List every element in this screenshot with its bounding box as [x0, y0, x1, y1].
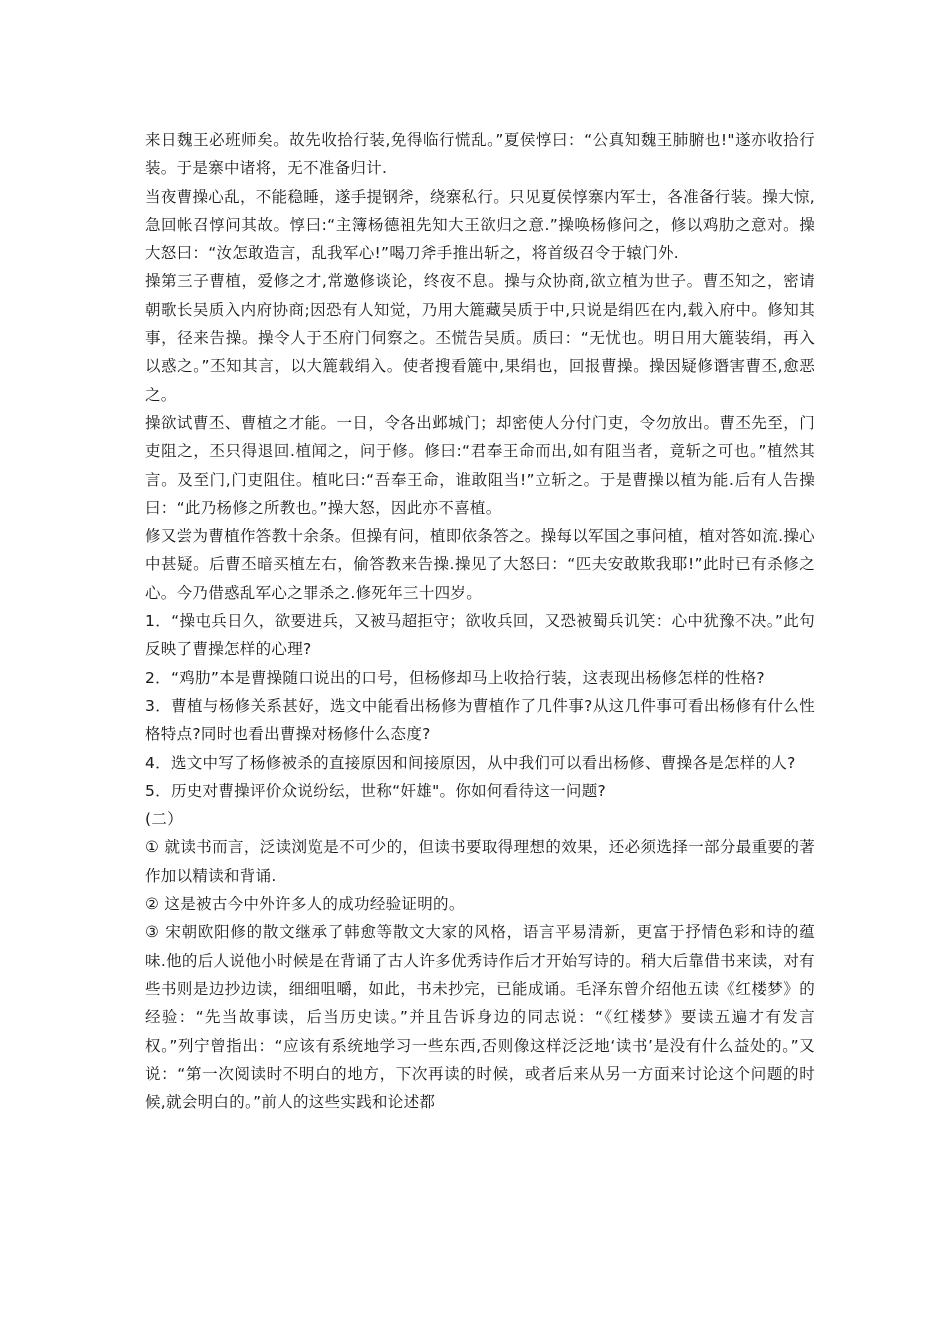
question-4: 4．选文中写了杨修被杀的直接原因和间接原因，从中我们可以看出杨修、曹操各是怎样的人? — [145, 753, 796, 772]
section-heading-2: (二） — [145, 810, 183, 829]
passage-item-1: ① 就读书而言，泛读浏览是不可少的，但读书要取得理想的效果，还必须选择一部分最重要的著作加以精读和背诵. — [145, 838, 815, 885]
question-3: 3．曹植与杨修关系甚好，选文中能看出杨修为曹植作了几件事?从这几件事可看出杨修有什么性格特点?同时也看出曹操对杨修什么态度? — [145, 696, 815, 744]
question-1: 1．“操屯兵日久，欲要进兵，又被马超拒守；欲收兵回，又恐被蜀兵讥笑：心中犹豫不决。”此句反映了曹操怎样的心理? — [145, 612, 815, 659]
paragraph-cao-zhi: 操第三子曹植，爱修之才,常邀修谈论，终夜不息。操与众协商,欲立植为世子。曹丕知之，密请朝歌长吴质入内府协商;因恐有人知觉，乃用大簏藏吴质于中,只说是绢匹在内,载入府中。修知其事，径来告操。操令人于丕府门伺察之。丕慌告吴质。质曰：“无忧也。明日用大簏装绢，再入以惑之。”丕知其言，以大簏载绢入。使者搜看簏中,果绢也，回报曹操。操因疑修谮害曹丕,愈恶之。 — [145, 272, 815, 404]
passage-item-2: ② 这是被古今中外许多人的成功经验证明的。 — [145, 895, 465, 914]
paragraph-continuation: 来日魏王必班师矣。故先收拾行装,免得临行慌乱。”夏侯惇曰：“公真知魏王肺腑也!"遂亦收拾行装。于是寨中诸将，无不准备归计. — [145, 131, 815, 178]
paragraph-night-patrol: 当夜曹操心乱，不能稳睡，遂手提钢斧，绕寨私行。只见夏侯惇寨内军士，各准备行装。操大惊,急回帐召惇问其故。惇曰:“主簿杨德祖先知大王欲归之意.”操唤杨修问之，修以鸡肋之意对。操大怒曰：“汝怎敢造言，乱我军心!”喝刀斧手推出斩之，将首级召令于辕门外. — [145, 187, 815, 263]
paragraph-answers: 修又尝为曹植作答教十余条。但操有问，植即依条答之。操每以军国之事问植，植对答如流.操心中甚疑。后曹丕暗买植左右，偷答教来告操.操见了大怒曰：“匹夫安敢欺我耶!”此时已有杀修之心。今乃借惑乱军心之罪杀之.修死年三十四岁。 — [145, 527, 815, 602]
document-body — [145, 126, 815, 1116]
paragraph-test-sons: 操欲试曹丕、曹植之才能。一日，令各出邺城门；却密使人分付门吏，令勿放出。曹丕先至，门吏阻之，丕只得退回.植闻之，问于修。修曰:“君奉王命而出,如有阻当者，竟斩之可也。”植然其言。及至门,门吏阻住。植叱曰:“吾奉王命，谁敢阻当!”立斩之。于是曹操以植为能.后有人告操曰：“此乃杨修之所教也。”操大怒，因此亦不喜植。 — [145, 413, 815, 517]
question-2: 2．“鸡肋”本是曹操随口说出的口号，但杨修却马上收拾行装，这表现出杨修怎样的性格? — [145, 668, 765, 687]
passage-item-3: ③ 宋朝欧阳修的散文继承了韩愈等散文大家的风格，语言平易清新，更富于抒情色彩和诗的蕴味.他的后人说他小时候是在背诵了古人许多优秀诗作后才开始写诗的。稍大后靠借书来读，对有些书则是边抄边读，细细咀嚼，如此，书未抄完，已能成诵。毛泽东曾介绍他五读《红楼梦》的经验：“先当故事读，后当历史读。”并且告诉身边的同志说：“《红楼梦》要读五遍才有发言权。”列宁曾指出：“应该有系统地学习一些东西,否则像这样泛泛地‘读书’是没有什么益处的。”又说：“第一次阅读时不明白的地方，下次再读的时候，或者后来从另一方面来讨论这个问题的时候,就会明白的。”前人的这些实践和论述都 — [145, 923, 815, 1112]
question-5: 5．历史对曹操评价众说纷纭，世称“奸雄"。你如何看待这一问题? — [145, 781, 607, 800]
